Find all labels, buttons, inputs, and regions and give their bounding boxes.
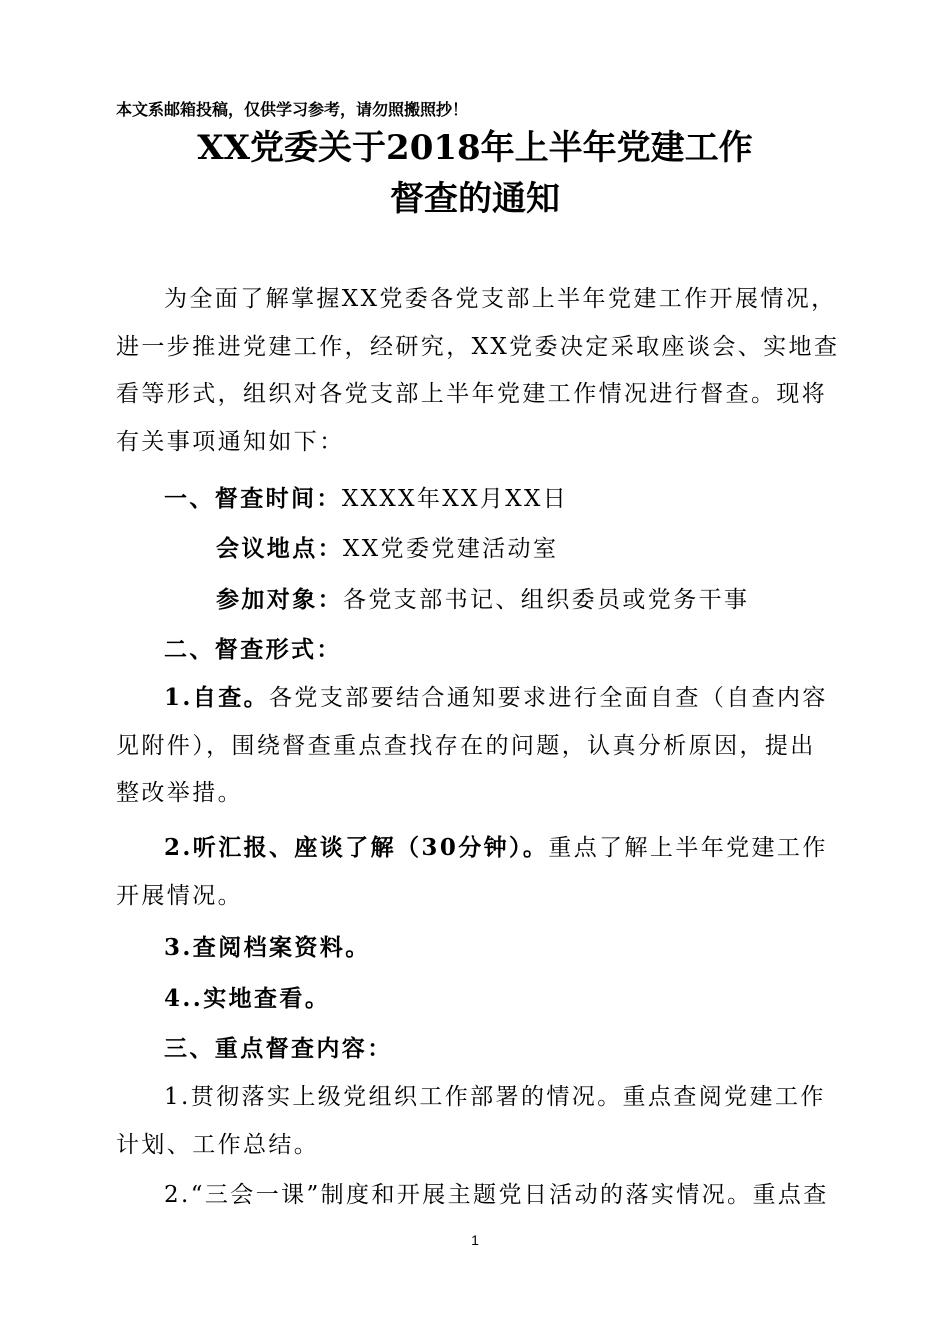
section3-item2: 2.“三会一课”制度和开展主题党日活动的落实情况。重点查: [164, 1182, 829, 1208]
section2-item3: 3.查阅档案资料。: [164, 934, 371, 961]
document-title-line2: 督查的通知: [390, 179, 560, 219]
item2-text: 重点了解上半年党建工作开展情况。: [116, 835, 828, 909]
section2-item4: 4..实地查看。: [164, 985, 331, 1012]
intro-paragraph: 为全面了解掌握XX党委各党支部上半年党建工作开展情况，进一步推进党建工作，经研究，XX党委决定采取座谈会、实地查看等形式，组织对各党支部上半年党建工作情况进行督查。现将有关事项通知如下：: [116, 286, 840, 455]
section3-heading: 三、重点督查内容：: [164, 1035, 393, 1062]
item1-text: 各党支部要结合通知要求进行全面自查（自查内容见附件），围绕督查重点查找存在的问题，认真分析原因，提出整改举措。: [116, 685, 828, 806]
section2-heading: 二、督查形式：: [164, 636, 342, 663]
time-label: 一、督查时间：: [164, 485, 342, 512]
place-value: XX党委党建活动室: [343, 536, 559, 562]
section1-place: [216, 533, 558, 565]
attendees-value: 各党支部书记、组织委员或党务干事: [343, 587, 750, 613]
section1-time: [164, 483, 568, 515]
document-title-line1: XX党委关于2018年上半年党建工作: [197, 128, 753, 168]
section2-item2: [116, 824, 840, 920]
section3-item1: 1.贯彻落实上级党组织工作部署的情况。重点查阅党建工作计划、工作总结。: [116, 1084, 826, 1158]
time-value: XXXX年XX月XX日: [341, 486, 569, 512]
page-number: 1: [471, 1232, 479, 1248]
place-label: 会议地点：: [216, 535, 343, 562]
attendees-label: 参加对象：: [216, 586, 343, 613]
item1-bold: 1.自查。: [164, 684, 270, 711]
section1-attendees: [216, 584, 749, 616]
item2-bold: 2.听汇报、座谈了解（30分钟）。: [164, 834, 549, 861]
section2-item1: [116, 674, 840, 818]
header-notice: 本文系邮箱投稿，仅供学习参考，请勿照搬照抄！: [116, 100, 469, 119]
